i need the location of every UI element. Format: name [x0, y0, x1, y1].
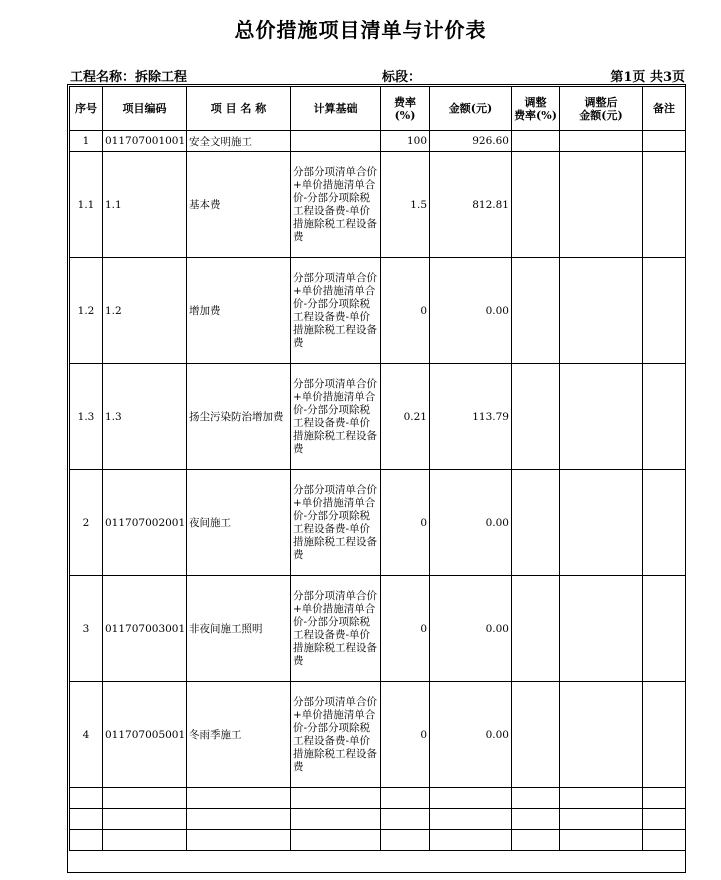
header-row [70, 87, 686, 131]
cell-adj-rate [512, 470, 560, 576]
cell-adj-rate [512, 131, 560, 152]
cell-name: 夜间施工 [187, 470, 291, 576]
header-seq: 序号 [70, 87, 103, 131]
cell-rate: 0 [381, 470, 430, 576]
cell-amount: 0.00 [430, 258, 512, 364]
table-row [70, 131, 686, 152]
cell-adj-rate [512, 576, 560, 682]
cell-amount: 812.81 [430, 152, 512, 258]
cell-rate: 1.5 [381, 152, 430, 258]
cell-seq: 1.1 [70, 152, 103, 258]
header-amount: 金额(元) [430, 87, 512, 131]
cell-amount: 0.00 [430, 470, 512, 576]
cell-seq: 3 [70, 576, 103, 682]
cell-remark [643, 682, 686, 788]
cell-code: 1.3 [103, 364, 187, 470]
table-row [70, 576, 686, 682]
cell-seq: 1.3 [70, 364, 103, 470]
cell-basis: 分部分项清单合价+单价措施清单合价-分部分项除税工程设备费-单价措施除税工程设备费 [291, 682, 381, 788]
cell-adj-amount [560, 470, 643, 576]
header-rate-line2: (%) [394, 108, 416, 122]
cell-seq: 1.2 [70, 258, 103, 364]
cell-rate: 0 [381, 682, 430, 788]
cell-adj-rate [512, 258, 560, 364]
cell-code: 1.1 [103, 152, 187, 258]
cell-seq: 1 [70, 131, 103, 152]
cell-adj-amount [560, 152, 643, 258]
cell-basis: 分部分项清单合价+单价措施清单合价-分部分项除税工程设备费-单价措施除税工程设备费 [291, 470, 381, 576]
cell-remark [643, 364, 686, 470]
table-row [70, 682, 686, 788]
header-rate [381, 87, 430, 131]
cell-amount: 113.79 [430, 364, 512, 470]
blank-row [70, 788, 686, 809]
project-name: 工程名称：拆除工程 [70, 70, 188, 85]
cell-adj-rate [512, 364, 560, 470]
cell-seq: 2 [70, 470, 103, 576]
cell-name: 扬尘污染防治增加费 [187, 364, 291, 470]
cell-amount: 0.00 [430, 682, 512, 788]
header-remark: 备注 [643, 87, 686, 131]
cell-rate: 100 [381, 131, 430, 152]
cell-remark [643, 470, 686, 576]
header-rate-line1: 费率 [394, 95, 416, 109]
cell-name: 基本费 [187, 152, 291, 258]
cell-name: 增加费 [187, 258, 291, 364]
header-adj-rate-line2: 费率(%) [514, 108, 557, 122]
header-adj-amount [560, 87, 643, 131]
cell-adj-amount [560, 576, 643, 682]
blank-row [70, 809, 686, 830]
cell-adj-amount [560, 131, 643, 152]
table-row [70, 152, 686, 258]
cell-remark [643, 131, 686, 152]
cell-basis: 分部分项清单合价+单价措施清单合价-分部分项除税工程设备费-单价措施除税工程设备费 [291, 258, 381, 364]
header-code: 项目编码 [103, 87, 187, 131]
page-title: 总价措施项目清单与计价表 [234, 18, 487, 42]
cell-rate: 0 [381, 576, 430, 682]
cell-basis: 分部分项清单合价+单价措施清单合价-分部分项除税工程设备费-单价措施除税工程设备费 [291, 152, 381, 258]
cell-adj-amount [560, 258, 643, 364]
cell-adj-rate [512, 682, 560, 788]
cell-remark [643, 258, 686, 364]
cell-code: 1.2 [103, 258, 187, 364]
cell-seq: 4 [70, 682, 103, 788]
pricing-table [69, 86, 686, 851]
cell-adj-amount [560, 682, 643, 788]
cell-adj-rate [512, 152, 560, 258]
header-adj-amount-line1: 调整后 [584, 95, 618, 109]
cell-code: 011707002001 [103, 470, 187, 576]
cell-rate: 0.21 [381, 364, 430, 470]
table-row [70, 258, 686, 364]
header-adj-rate-line1: 调整 [524, 95, 547, 109]
header-name: 项 目 名 称 [187, 87, 291, 131]
cell-name: 安全文明施工 [187, 131, 291, 152]
cell-basis: 分部分项清单合价+单价措施清单合价-分部分项除税工程设备费-单价措施除税工程设备费 [291, 576, 381, 682]
blank-row [70, 830, 686, 851]
header-adj-rate [512, 87, 560, 131]
cell-remark [643, 152, 686, 258]
section-label: 标段： [382, 70, 422, 85]
cell-remark [643, 576, 686, 682]
cell-name: 非夜间施工照明 [187, 576, 291, 682]
cell-name: 冬雨季施工 [187, 682, 291, 788]
cell-basis [291, 131, 381, 152]
header-adj-amount-line2: 金额(元) [579, 108, 623, 122]
table-row [70, 470, 686, 576]
header-basis: 计算基础 [291, 87, 381, 131]
cell-basis: 分部分项清单合价+单价措施清单合价-分部分项除税工程设备费-单价措施除税工程设备费 [291, 364, 381, 470]
page-indicator: 第1页 共3页 [610, 70, 685, 85]
cell-amount: 0.00 [430, 576, 512, 682]
table-row [70, 364, 686, 470]
cell-code: 011707005001 [103, 682, 187, 788]
cell-code: 011707001001 [103, 131, 187, 152]
cell-rate: 0 [381, 258, 430, 364]
cell-adj-amount [560, 364, 643, 470]
cell-code: 011707003001 [103, 576, 187, 682]
cell-amount: 926.60 [430, 131, 512, 152]
